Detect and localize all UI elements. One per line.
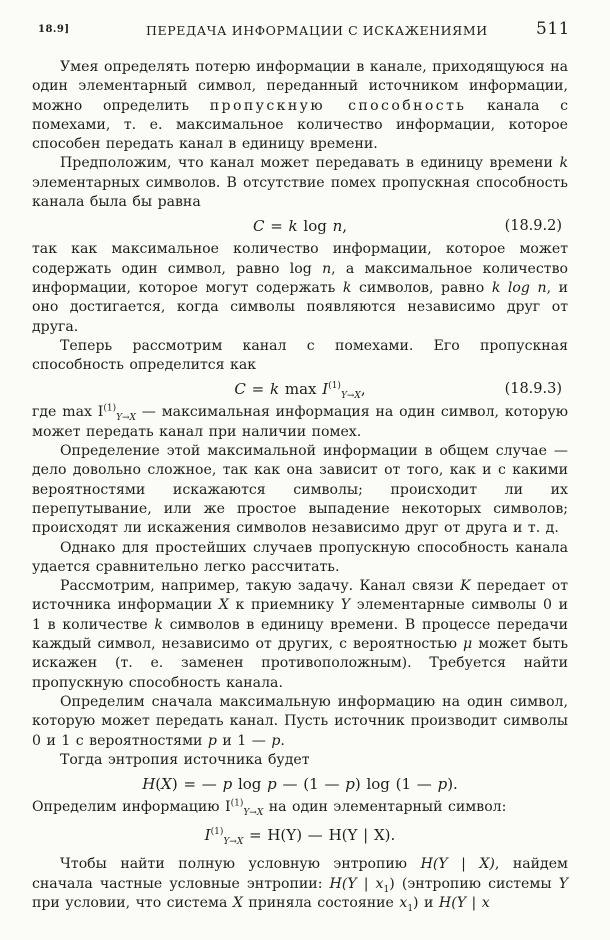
paragraph: так как максимальное количество информации, которое может содержать один символ, равно log n, а максимальное количество информации, которое могут содержать k символов, равно k log n, и оно достигается, когда символы появляются независимо друг от друга.	[32, 241, 569, 335]
formula-entropy: H(X) = — p log p — (1 — p) log (1 — p).	[142, 775, 458, 794]
paragraph: Предположим, что канал может передавать в единицу времени k элементарных символов. В отсутствие помех пропускная способность канала была бы равна	[32, 155, 568, 211]
paragraph: Определим сначала максимальную информацию на один символ, которую может передать канал. Пусть источник производит символы 0 и 1 с вероятностями p и 1 — p.	[32, 693, 568, 749]
formula-18-9-3: C = k $\max I^{(1)}_{Y\to X}$, (18.9.3)	[32, 375, 568, 403]
running-title: ПЕРЕДАЧА ИНФОРМАЦИИ С ИСКАЖЕНИЯМИ	[146, 23, 488, 38]
paragraph: где $\max I^{(1)}_{Y\to X}$ — максимальная информация на один символ, которую может передать канал при наличии помех.	[32, 403, 568, 440]
formula-18-9-2: C = k log n, (18.9.2)	[32, 212, 568, 240]
paragraph: Тогда энтропия источника будет	[60, 751, 310, 768]
paragraph: Теперь рассмотрим канал с помехами. Его пропускная способность определится как	[32, 337, 568, 374]
running-header	[38, 19, 570, 44]
paragraph: Чтобы найти полную условную энтропию H(Y | X), найдем сначала частные условные энтропии: H(Y | $x_1$) (энтропию системы Y при условии, что система X приняла состояние $x_1$) и H(Y | x	[32, 856, 568, 914]
formula-information: $I^{(1)}_{Y\to X} = H(Y)$ — H(Y | X).	[204, 826, 396, 848]
paragraph: Умея определять потерю информации в канале, приходящуюся на один элементарный символ, переданный источником информации, можно определить пропускную способность канала с помехами, т. е. максимальное количество информации, которое способен передать канал в единицу времени.	[32, 59, 569, 153]
paragraph: Однако для простейших случаев пропускную способность канала удается сравнительно легко рассчитать.	[32, 539, 568, 575]
equation-number: (18.9.2)	[504, 218, 562, 235]
section-number: 18.9]	[38, 24, 70, 35]
page-number: 511	[536, 19, 570, 39]
paragraph: Определим информацию $I^{(1)}_{Y\to X}$ на один элементарный символ:	[32, 798, 507, 818]
spaced-term: пропускную способность	[209, 97, 467, 114]
equation-number: (18.9.3)	[504, 381, 562, 398]
paragraph: Рассмотрим, например, такую задачу. Канал связи K передает от источника информации X к приемнику Y элементарные символы 0 и 1 в количестве k символов в единицу времени. В процессе передачи каждый символ, независимо от других, с вероятностью μ может быть искажен (т. е. заменен противоположным). Требуется найти пропускную способность канала.	[32, 578, 569, 691]
paragraph: Определение этой максимальной информации в общем случае — дело довольно сложное, так как она зависит от того, как и с какими вероятностями искажаются символы; происходит ли их перепутывание, или же простое выпадение некоторых символов; происходят ли искажения символов независимо друг от друга и т. д.	[32, 443, 568, 537]
page-body	[32, 58, 568, 913]
